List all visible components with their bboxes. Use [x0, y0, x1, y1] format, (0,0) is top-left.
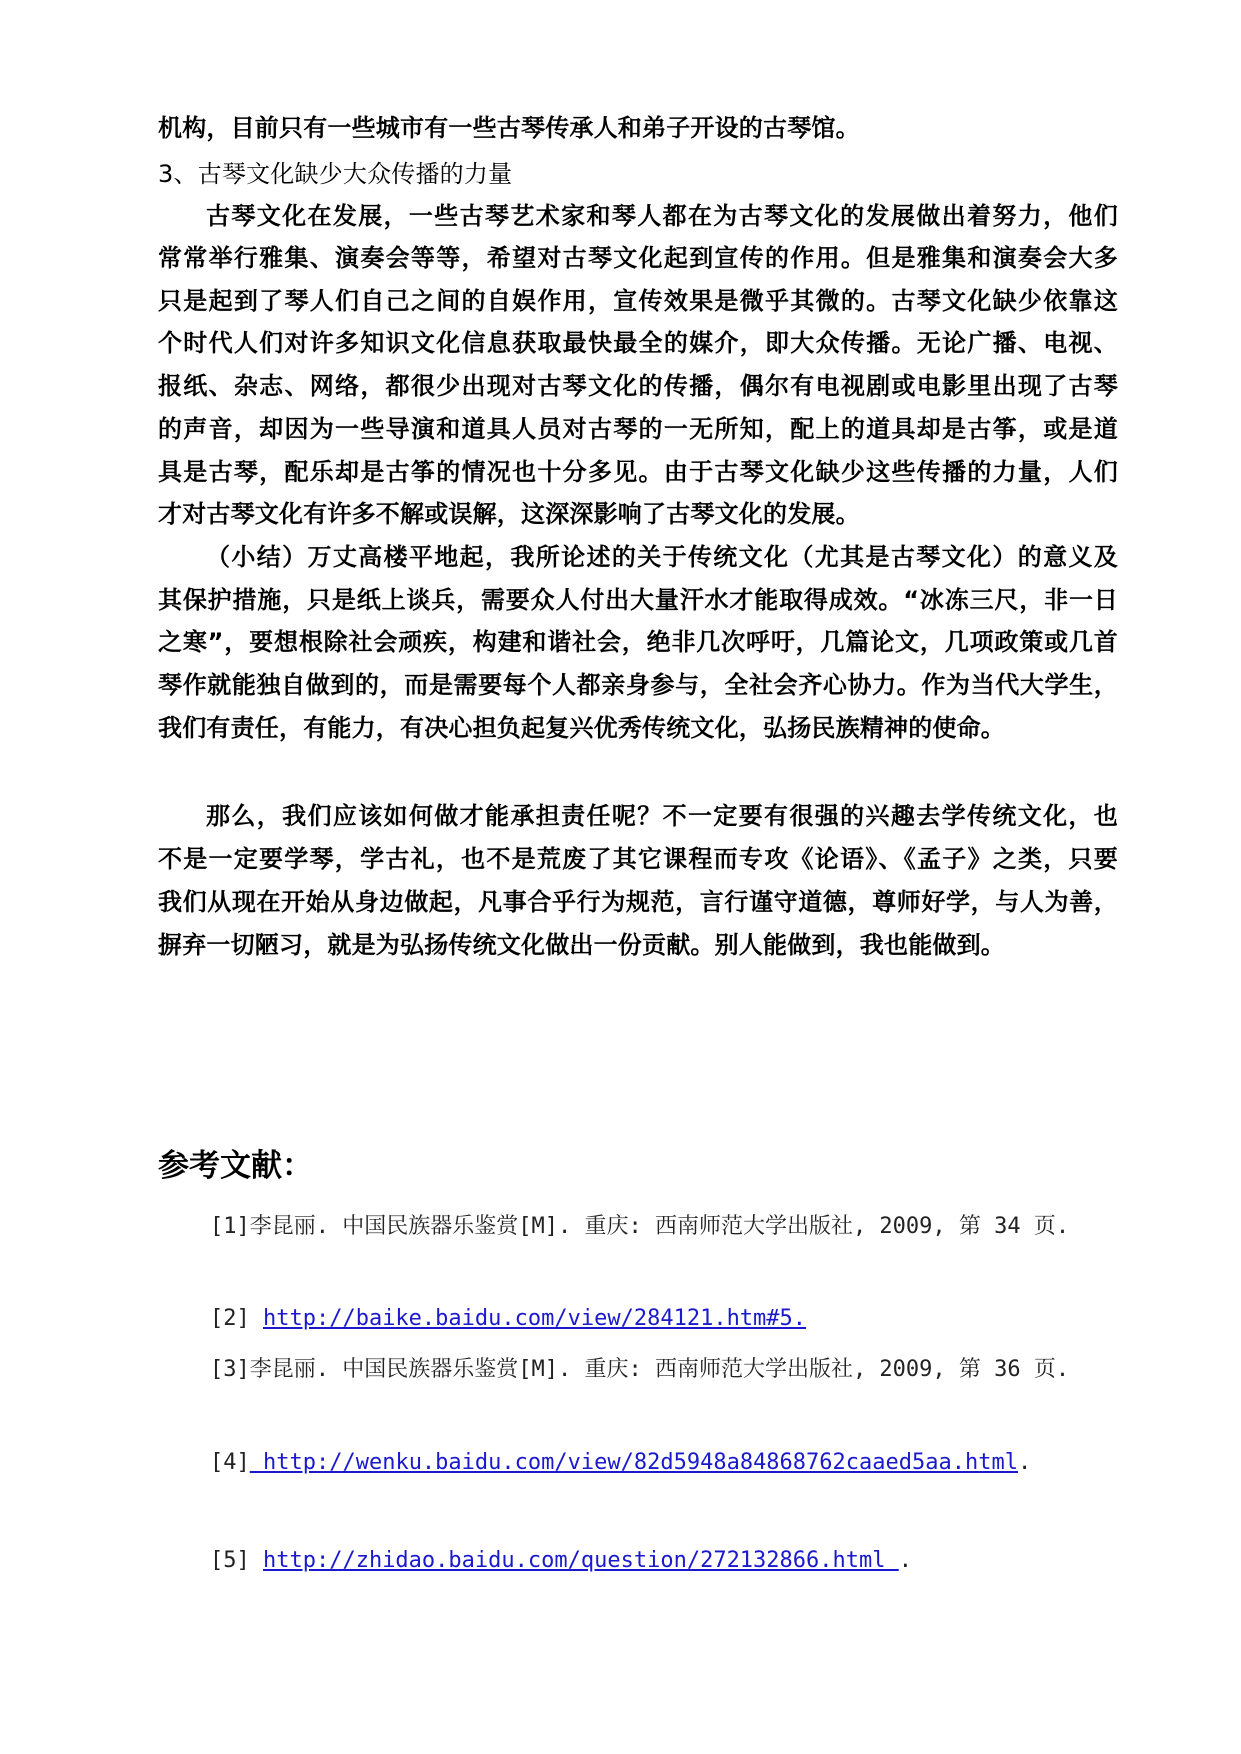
paragraph-line: 我们从现在开始从身边做起，凡事合乎行为规范，言行谨守道德，尊师好学，与人为善，: [158, 888, 1118, 916]
paragraph-continuation-line: 机构，目前只有一些城市有一些古琴传承人和弟子开设的古琴馆。: [158, 114, 860, 142]
paragraph-line: 我们有责任，有能力，有决心担负起复兴优秀传统文化，弘扬民族精神的使命。: [158, 714, 1005, 742]
paragraph-line: 之寒”，要想根除社会顽疾，构建和谐社会，绝非几次呼吁，几篇论文，几项政策或几首: [158, 628, 1118, 656]
paragraph-line: 那么，我们应该如何做才能承担责任呢？不一定要有很强的兴趣去学传统文化，也: [206, 802, 1118, 830]
reference-item: [210, 1304, 806, 1334]
reference-link[interactable]: http://zhidao.baidu.com/question/272132866.html: [262, 1548, 899, 1573]
reference-tail: .: [1017, 1450, 1032, 1475]
section-heading: 3、古琴文化缺少大众传播的力量: [158, 160, 513, 188]
paragraph-line: （小结）万丈高楼平地起，我所论述的关于传统文化（尤其是古琴文化）的意义及: [206, 543, 1118, 571]
paragraph-line: 不是一定要学琴，学古礼，也不是荒废了其它课程而专攻《论语》、《孟子》之类，只要: [158, 845, 1118, 873]
paragraph-line: 古琴文化在发展，一些古琴艺术家和琴人都在为古琴文化的发展做出着努力，他们: [206, 202, 1118, 230]
paragraph-line: 常常举行雅集、演奏会等等，希望对古琴文化起到宣传的作用。但是雅集和演奏会大多: [158, 244, 1118, 272]
reference-number: [2]: [210, 1306, 263, 1331]
paragraph-line: 其保护措施，只是纸上谈兵，需要众人付出大量汗水才能取得成效。“冰冻三尺，非一日: [158, 586, 1118, 614]
references-title: 参考文献：: [158, 1148, 313, 1184]
reference-number: [5]: [210, 1548, 263, 1573]
reference-text: [1]李昆丽. 中国民族器乐鉴赏[M]. 重庆: 西南师范大学出版社, 2009, 第 34 页.: [210, 1214, 1070, 1239]
reference-item: [210, 1355, 1069, 1385]
paragraph-line: 个时代人们对许多知识文化信息获取最快最全的媒介，即大众传播。无论广播、电视、: [158, 329, 1118, 357]
paragraph-line: 琴作就能独自做到的，而是需要每个人都亲身参与，全社会齐心协力。作为当代大学生，: [158, 671, 1118, 699]
paragraph-line: 报纸、杂志、网络，都很少出现对古琴文化的传播，偶尔有电视剧或电影里出现了古琴: [158, 372, 1118, 400]
reference-item: [210, 1212, 1069, 1242]
reference-link[interactable]: http://baike.baidu.com/view/284121.htm#5.: [262, 1306, 807, 1331]
paragraph-line: 摒弃一切陋习，就是为弘扬传统文化做出一份贡献。别人能做到，我也能做到。: [158, 931, 1005, 959]
reference-item: [210, 1546, 912, 1576]
paragraph-line: 的声音，却因为一些导演和道具人员对古琴的一无所知，配上的道具却是古筝，或是道: [158, 415, 1118, 443]
reference-text: [3]李昆丽. 中国民族器乐鉴赏[M]. 重庆: 西南师范大学出版社, 2009, 第 36 页.: [210, 1357, 1070, 1382]
reference-item: [210, 1448, 1031, 1478]
paragraph-line: 才对古琴文化有许多不解或误解，这深深影响了古琴文化的发展。: [158, 500, 860, 528]
reference-number: [4]: [210, 1450, 250, 1475]
reference-tail: .: [898, 1548, 912, 1573]
reference-link[interactable]: http://wenku.baidu.com/view/82d5948a84868762caaed5aa.html: [249, 1450, 1018, 1475]
paragraph-line: 只是起到了琴人们自己之间的自娱作用，宣传效果是微乎其微的。古琴文化缺少依靠这: [158, 287, 1118, 315]
paragraph-line: 具是古琴，配乐却是古筝的情况也十分多见。由于古琴文化缺少这些传播的力量，人们: [158, 458, 1118, 486]
